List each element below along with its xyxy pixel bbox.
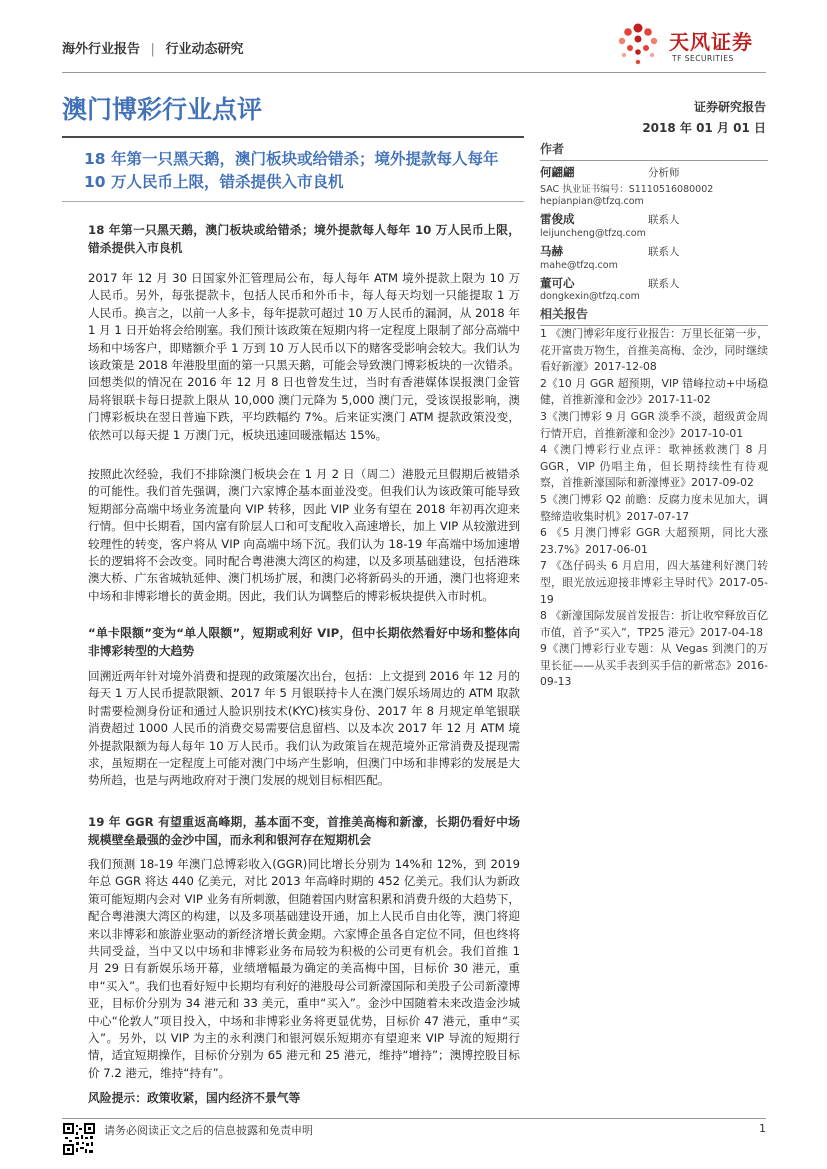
author-cert: SAC 执业证书编号：S1110516080002 bbox=[540, 184, 714, 195]
header-subcategory: 行业动态研究 bbox=[165, 42, 244, 57]
author-role: 联系人 bbox=[648, 278, 680, 290]
paragraph: 2017 年 12 月 30 日国家外汇管理局公布，每人每年 ATM 境外提款上限为 10 万人民币。另外，每张提款卡，包括人民币和外币卡，每人每天均划一只能提取 1 万人民币。换言之，以前一人多卡，每年提款可超过 10 万人民币的漏洞，从 2018 年 1 月 1 日开始将会给刚塞。我们预计该政策在短期内将一定程度上限制了部分高端中场和中场客户，即赌额介乎 1 万到 10 万人民币以下的赌客受影响会较大。我们认为该政策是 2018 年港股里面的第一只黑天鹅，可能会导致澳门博彩板块的一次错杀。回想类似的情况在 2016 年 12 月 8 日也曾发生过，当时有香港媒体误报澳门金管局将银联卡每日提款上限从 10,000 澳门元降为 5,000 澳门元，受该误报影响，澳门博彩板块在翌日普遍下跌，平均跌幅约 7%。后来证实澳门 ATM 提款政策没变，依然可以每天提 1 万澳门元，板块迅速回暖涨幅达 15%。 bbox=[88, 271, 520, 442]
section-1-paragraph-1 bbox=[88, 270, 520, 444]
paragraph: 我们预测 18-19 年澳门总博彩收入(GGR)同比增长分别为 14%和 12%，到 2019 年总 GGR 将达 440 亿美元，对比 2013 年高峰时期的 452 亿美元。我们认为新政策可能短期内会对 VIP 业务有所刺激，但随着国内财富积累和消费升级的大趋势下，配合粤港澳大湾区的构建，以及多项基础建设开通，加上人民币自由化等，澳门将迎来以非博彩和旅游业驱动的新经济增长黄金期。六家博企虽各自定位不同，但也终将共同受益，当中又以中场和非博彩业务布局较为积极的公司更有机会。我们首推 1 月 29 日有新娱乐场开幕，业绩增幅最为确定的美高梅中国，目标价 30 港元，重申“买入”。我们也看好短中长期均有利好的港股母公司新濠国际和美股子公司新濠博亚，目标价分别为 34 港元和 33 美元，重申“买入”。金沙中国随着未来改造金沙城中心“伦敦人”项目投入，中场和非博彩业务将更显优势，目标价 47 港元，重申“买入”。另外，以 VIP 为主的永利澳门和银河娱乐短期亦有望迎来 VIP 导流的短期行情，适宜短期操作，目标价分别为 65 港元和 25 港元，维持“增持”；澳博控股目标价 7.2 港元，维持“持有”。 bbox=[88, 857, 520, 1080]
header-category-bar bbox=[62, 38, 243, 57]
header-divider bbox=[62, 72, 766, 73]
related-report-item[interactable]: 8 《新濠国际发展首发报告：折让收窄释放百亿市值，首予“买入”，TP25 港元》2017-04-18 bbox=[540, 609, 768, 639]
section-3-paragraph-1 bbox=[88, 856, 520, 1082]
related-report-item[interactable]: 3《澳门博彩 9 月 GGR 淡季不淡，超级黄金周行情开启，首推新濠和金沙》2017-10-01 bbox=[540, 409, 768, 440]
related-report-item[interactable]: 9《澳门博彩行业专题：从 Vegas 到澳门的万里长征——从买手表到买手信的新常态》2016-09-13 bbox=[540, 642, 768, 689]
section-2 bbox=[88, 625, 520, 660]
section-2-paragraph-1 bbox=[88, 668, 520, 790]
report-type: 证券研究报告 bbox=[693, 100, 766, 114]
footer-divider bbox=[62, 1118, 766, 1119]
tf-securities-logo bbox=[612, 22, 767, 68]
qr-code-icon bbox=[63, 1123, 95, 1155]
brand-name-en: TF SECURITIES bbox=[672, 54, 734, 63]
author-name: 马赫 bbox=[540, 244, 563, 258]
related-reports-list bbox=[540, 326, 768, 691]
author-email[interactable]: hepianpian@tfzq.com bbox=[540, 196, 644, 207]
section-heading: 18 年第一只黑天鹅，澳门板块或给错杀；境外提款每人每年 10 万人民币上限，错杀提供入市良机 bbox=[88, 223, 520, 255]
section-1 bbox=[88, 222, 520, 257]
related-report-item[interactable]: 7 《氹仔码头 6 月启用，四大基建利好澳门转型，眼光放远迎接非博彩主导时代》2017-05-19 bbox=[540, 559, 768, 606]
section-3 bbox=[88, 814, 520, 849]
author-name: 雷俊成 bbox=[540, 212, 575, 226]
author-role: 分析师 bbox=[648, 167, 680, 179]
authors-block bbox=[540, 160, 768, 300]
risk-text: 风险提示：政策收紧，国内经济不景气等 bbox=[88, 1091, 301, 1105]
author-role: 联系人 bbox=[648, 246, 680, 258]
section-heading: “单卡限额”变为“单人限额”，短期或利好 VIP，但中长期依然看好中场和整体向非博彩转型的大趋势 bbox=[88, 626, 520, 658]
section-1-paragraph-2 bbox=[88, 466, 520, 605]
risk-note bbox=[88, 1090, 520, 1108]
author-email[interactable]: mahe@tfzq.com bbox=[540, 260, 618, 271]
footer-disclaimer: 请务必阅读正文之后的信息披露和免责申明 bbox=[104, 1124, 313, 1137]
related-report-item[interactable]: 2《10 月 GGR 超预期，VIP 错峰拉动+中场稳健，首推新濠和金沙》2017-11-02 bbox=[540, 376, 768, 407]
related-report-item[interactable]: 4《澳门博彩行业点评：歌神拯救澳门 8 月 GGR，VIP 仍唱主角，但长期持续性有待观察，首推新濠国际和新濠博亚》2017-09-02 bbox=[540, 443, 768, 490]
logo-mark-icon bbox=[612, 22, 664, 68]
header-separator: | bbox=[150, 42, 155, 57]
author-name: 何翩翩 bbox=[540, 165, 575, 179]
author-email[interactable]: leijuncheng@tfzq.com bbox=[540, 228, 646, 239]
related-report-item[interactable]: 5《澳门博彩 Q2 前瞻：反腐力度未见加大，调整缔造收集时机》2017-07-17 bbox=[540, 492, 768, 523]
related-report-item[interactable]: 1 《澳门博彩年度行业报告：万里长征第一步，花开富贵万物生，首推美高梅、金沙，同时继续看好新濠》2017-12-08 bbox=[540, 327, 768, 374]
heading-divider bbox=[62, 201, 524, 202]
section-heading: 19 年 GGR 有望重返高峰期，基本面不变，首推美高梅和新濠，长期仍看好中场规模壁垒最强的金沙中国，而永利和银河存在短期机会 bbox=[88, 815, 520, 847]
author-name: 董可心 bbox=[540, 276, 575, 290]
paragraph: 回溯近两年针对境外消费和提现的政策屡次出台，包括：上文提到 2016 年 12 月的每天 1 万人民币提款限额、2017 年 5 月银联持卡人在澳门娱乐场周边的 ATM 取款时需要检测身份证和通过人脸识别技术(KYC)核实身份、2017 年 8 月规定单笔银联消费超过 1000 人民币的消费交易需要信息留档、以及本次 2017 年 12 月 ATM 境外提款限额为每人每年 10 万人民币。我们认为政策旨在规范境外正常消费及提现需求，虽短期在一定程度上可能对澳门中场产生影响，但澳门中场和非博彩的发展是大势所趋，也是与两地政府对于澳门发展的规划目标相匹配。 bbox=[88, 669, 520, 788]
page-title: 澳门博彩行业点评 bbox=[62, 95, 263, 124]
paragraph: 按照此次经验，我们不排除澳门板块会在 1 月 2 日（周二）港股元旦假期后被错杀的可能性。我们首先强调，澳门六家博企基本面並没变。但我们认为该政策可能导致短期部分高端中场业务流量向 VIP 转移，因此 VIP 业务有望在 2018 年初再次迎来行情。但中长期看，国内富有阶层人口和可支配收入高速增长，加上 VIP 从较激进到较理性的转变，客户将从 VIP 向高端中场下沉。我们认为 18-19 年高端中场加速增长的逻辑将不会改变。同时配合粤港澳大湾区的构建，以及多项基础建设，包括港珠澳大桥、广东省城轨延伸、澳门机场扩展，和澳门必将新码头的开通，澳门也将迎来中场和非博彩增长的黄金期。因此，我们认为调整后的博彩板块提供入市时机。 bbox=[88, 467, 520, 603]
main-heading: 18 年第一只黑天鹅，澳门板块或给错杀；境外提款每人每年 10 万人民币上限，错杀提供入市良机 bbox=[84, 150, 499, 191]
authors-label: 作者 bbox=[540, 140, 768, 161]
page-number: 1 bbox=[759, 1122, 766, 1135]
related-report-item[interactable]: 6 《5 月澳门博彩 GGR 大超预期，同比大涨 23.7%》2017-06-01 bbox=[540, 526, 768, 556]
title-divider bbox=[62, 136, 524, 138]
related-reports-label: 相关报告 bbox=[540, 305, 768, 326]
brand-name-cn: 天风证券 bbox=[669, 30, 753, 54]
author-role: 联系人 bbox=[648, 214, 680, 226]
header-category: 海外行业报告 bbox=[62, 42, 141, 57]
report-date: 2018 年 01 月 01 日 bbox=[642, 121, 766, 135]
author-email[interactable]: dongkexin@tfzq.com bbox=[540, 291, 640, 302]
